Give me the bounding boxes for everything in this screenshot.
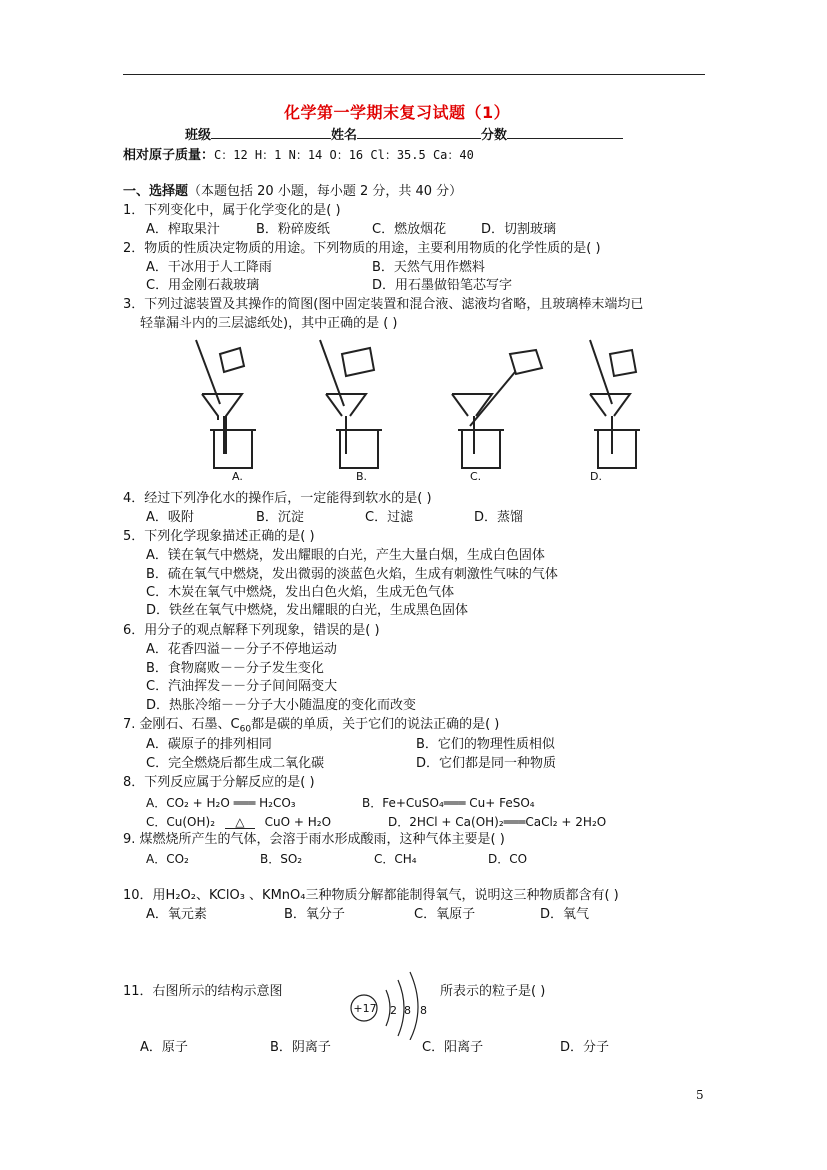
question-4-option-d[interactable]: D．蒸馏: [474, 510, 524, 525]
question-6-option-a[interactable]: A．花香四溢－－分子不停地运动: [146, 642, 337, 657]
question-4-option-a[interactable]: A．吸附: [146, 510, 194, 525]
question-1-stem: 1．下列变化中，属于化学变化的是( ): [123, 203, 341, 218]
question-8-option-d[interactable]: D．2HCl + Ca(OH)₂═══CaCl₂ + 2H₂O: [388, 815, 607, 829]
question-5-option-c[interactable]: C．木炭在氧气中燃烧，发出白色火焰，生成无色气体: [146, 585, 455, 600]
section-heading-note: （本题包括 20 小题，每小题 2 分，共 40 分）: [188, 184, 463, 199]
figure-label-a: A.: [232, 470, 243, 483]
question-4-option-c[interactable]: C．过滤: [365, 510, 414, 525]
figure-label-b: B.: [356, 470, 368, 483]
section-heading: [123, 183, 462, 201]
question-7-stem: [123, 716, 499, 734]
question-2-stem: 2．物质的性质决定物质的用途。下列物质的用途，主要利用物质的化学性质的是( ): [123, 241, 601, 256]
page-title: 化学第一学期末复习试题（1）: [284, 103, 511, 122]
question-11-option-c[interactable]: C．阳离子: [422, 1040, 484, 1055]
question-9-option-d[interactable]: D．CO: [488, 852, 528, 866]
question-9-option-b[interactable]: B．SO₂: [260, 852, 303, 866]
question-7-stem-part1: 7. 金刚石、石墨、C: [123, 717, 240, 732]
question-11-option-d[interactable]: D．分子: [560, 1040, 610, 1055]
question-7-option-c[interactable]: C．完全燃烧后都生成二氧化碳: [146, 756, 325, 771]
top-rule: [123, 74, 705, 75]
question-9-option-c[interactable]: C．CH₄: [374, 852, 417, 866]
question-9-option-a[interactable]: A．CO₂: [146, 852, 189, 866]
question-8-option-a[interactable]: A．CO₂ + H₂O ═══ H₂CO₃: [146, 796, 296, 810]
filtration-figure-c: [452, 350, 542, 468]
question-8-option-c-reactant: C．Cu(OH)₂: [146, 815, 216, 829]
question-10-option-d[interactable]: D．氧气: [540, 907, 590, 922]
shell-2-electrons: 8: [404, 1004, 411, 1017]
question-10-option-b[interactable]: B．氧分子: [284, 907, 345, 922]
nucleus-charge: +17: [353, 1002, 377, 1015]
question-5-option-b[interactable]: B．硫在氧气中燃烧，发出微弱的淡蓝色火焰，生成有刺激性气味的气体: [146, 567, 558, 582]
question-8-stem: 8．下列反应属于分解反应的是( ): [123, 775, 315, 790]
question-10-option-a[interactable]: A．氧元素: [146, 907, 207, 922]
atomic-mass-line: [123, 146, 474, 165]
question-7-option-b[interactable]: B．它们的物理性质相似: [416, 737, 555, 752]
figure-label-c: C.: [470, 470, 482, 483]
name-label: 姓名: [331, 128, 358, 143]
question-10-stem: 10．用H₂O₂、KClO₃ 、KMnO₄三种物质分解都能制得氧气，说明这三种物质都含有( ): [123, 888, 619, 903]
question-7-stem-part2: 都是碳的单质，关于它们的说法正确的是( ): [251, 717, 500, 732]
student-info-line: [185, 126, 623, 145]
question-1-option-b[interactable]: B．粉碎废纸: [256, 222, 330, 237]
question-4-option-b[interactable]: B．沉淀: [256, 510, 304, 525]
shell-3-electrons: 8: [420, 1004, 427, 1017]
question-6-option-c[interactable]: C．汽油挥发－－分子间间隔变大: [146, 679, 338, 694]
filtration-figures: [180, 336, 650, 488]
filtration-figure-b: [320, 340, 382, 468]
question-7-option-d[interactable]: D．它们都是同一种物质: [416, 756, 557, 771]
question-9-stem: 9. 煤燃烧所产生的气体，会溶于雨水形成酸雨，这种气体主要是( ): [123, 832, 505, 847]
question-2-option-b[interactable]: B．天然气用作燃料: [372, 260, 485, 275]
class-field[interactable]: [211, 126, 331, 139]
heat-triangle-icon: △: [225, 816, 255, 829]
question-11-stem-part1: 11．右图所示的结构示意图: [123, 984, 283, 999]
name-field[interactable]: [357, 126, 481, 139]
question-5-option-a[interactable]: A．镁在氧气中燃烧，发出耀眼的白光，产生大量白烟，生成白色固体: [146, 548, 545, 563]
question-4-stem: 4．经过下列净化水的操作后，一定能得到软水的是( ): [123, 491, 432, 506]
question-11-option-b[interactable]: B．阴离子: [270, 1040, 331, 1055]
question-7-subscript: 60: [239, 724, 252, 735]
score-label: 分数: [481, 128, 508, 143]
question-1-option-c[interactable]: C．燃放烟花: [372, 222, 447, 237]
question-11-stem-part2: 所表示的粒子是( ): [440, 984, 546, 999]
page-number: 5: [696, 1088, 704, 1102]
atomic-mass-label: 相对原子质量：: [123, 148, 215, 163]
question-6-option-d[interactable]: D．热胀冷缩－－分子大小随温度的变化而改变: [146, 698, 417, 713]
filtration-figure-a: [196, 340, 256, 468]
question-10-option-c[interactable]: C．氧原子: [414, 907, 476, 922]
question-2-option-a[interactable]: A．干冰用于人工降雨: [146, 260, 272, 275]
score-field[interactable]: [507, 126, 623, 139]
figure-label-d: D.: [590, 470, 602, 483]
question-3-stem: 3．下列过滤装置及其操作的简图(图中固定装置和混合液、滤液均省略，且玻璃棒末端均已: [123, 297, 644, 312]
question-7-option-a[interactable]: A．碳原子的排列相同: [146, 737, 272, 752]
question-5-stem: 5．下列化学现象描述正确的是( ): [123, 529, 315, 544]
question-1-option-a[interactable]: A．榨取果汁: [146, 222, 220, 237]
shell-1-electrons: 2: [390, 1004, 397, 1017]
class-label: 班级: [185, 128, 212, 143]
question-6-option-b[interactable]: B．食物腐败－－分子发生变化: [146, 661, 324, 676]
question-6-stem: 6．用分子的观点解释下列现象，错误的是( ): [123, 623, 380, 638]
question-8-option-c[interactable]: [146, 813, 331, 831]
question-8-option-c-product: CuO + H₂O: [264, 815, 332, 829]
section-heading-title: 一、选择题: [123, 184, 189, 199]
question-2-option-c[interactable]: C．用金刚石裁玻璃: [146, 278, 260, 293]
atomic-mass-values: C：12 H：1 N：14 O：16 Cl：35.5 Ca：40: [214, 148, 474, 162]
question-11-option-a[interactable]: A．原子: [140, 1040, 188, 1055]
question-5-option-d[interactable]: D．铁丝在氧气中燃烧，发出耀眼的白光，生成黑色固体: [146, 603, 469, 618]
question-1-option-d[interactable]: D．切割玻璃: [481, 222, 557, 237]
question-2-option-d[interactable]: D．用石墨做铅笔芯写字: [372, 278, 513, 293]
filtration-figure-d: [590, 340, 640, 468]
shell-3-arc: [410, 972, 418, 1040]
question-3-stem-cont: 轻靠漏斗内的三层滤纸处)，其中正确的是 ( ): [140, 316, 398, 331]
question-8-option-b[interactable]: B．Fe+CuSO₄═══ Cu+ FeSO₄: [362, 796, 535, 810]
